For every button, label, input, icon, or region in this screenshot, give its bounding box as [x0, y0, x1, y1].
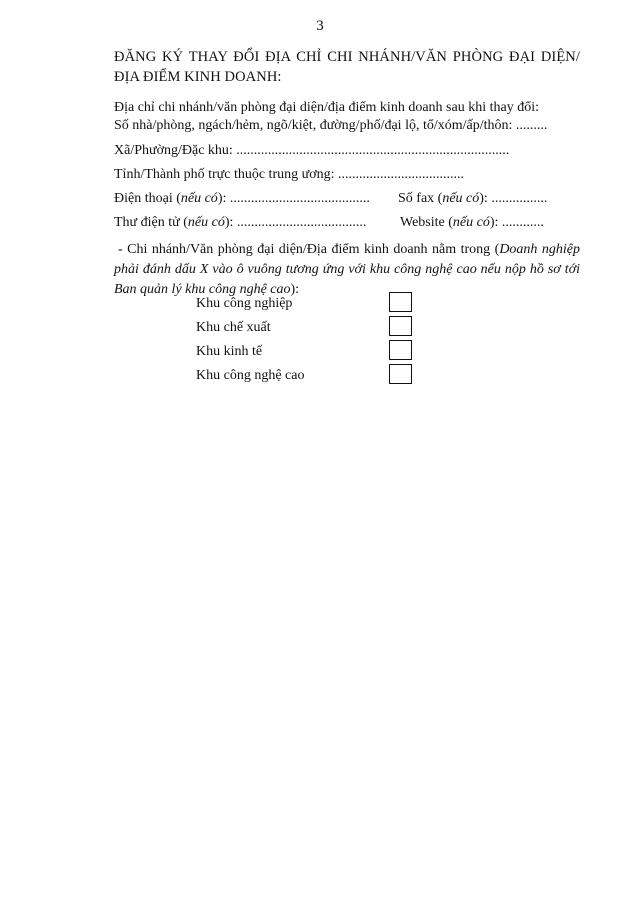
fax-label: Số fax ( — [398, 191, 443, 206]
zone-label: Khu công nghệ cao — [196, 368, 305, 383]
address-intro: Địa chỉ chi nhánh/văn phòng đại diện/địa điểm kinh doanh sau khi thay đổi: — [114, 100, 539, 115]
email-line — [114, 214, 366, 232]
ward-line: Xã/Phường/Đặc khu: .............................................................................. — [114, 143, 510, 158]
section-title: ĐĂNG KÝ THAY ĐỔI ĐỊA CHỈ CHI NHÁNH/VĂN PHÒNG ĐẠI DIỆN/ĐỊA ĐIỂM KINH DOANH: — [114, 49, 580, 85]
province-line: Tỉnh/Thành phố trực thuộc trung ương: .................................... — [114, 167, 464, 182]
zone-row-high-tech — [196, 364, 426, 388]
export-processing-zone-checkbox[interactable] — [389, 316, 412, 336]
phone-label: Điện thoại ( — [114, 191, 181, 206]
email-note: nếu có — [187, 215, 225, 230]
website-line — [400, 214, 544, 232]
zone-instruction — [114, 240, 580, 300]
zone-label: Khu chế xuất — [196, 320, 271, 335]
phone-line — [114, 190, 370, 208]
zone-instruction-text: - Chi nhánh/Văn phòng đại diện/Địa điểm kinh doanh nằm trong ( — [118, 242, 500, 257]
website-note: nếu có — [452, 215, 490, 230]
phone-dots: ): ........................................ — [217, 191, 370, 206]
phone-note: nếu có — [180, 191, 218, 206]
fax-line — [398, 190, 547, 208]
page-number: 3 — [316, 18, 324, 34]
industrial-zone-checkbox[interactable] — [389, 292, 412, 312]
fax-dots: ): ................ — [479, 191, 548, 206]
zone-row-economic — [196, 340, 426, 364]
zone-instruction-note: Doanh nghiệp phải đánh dấu X vào ô vuông tương ứng với khu công nghệ cao nếu nộp hồ sơ tới Ban quản lý khu công nghệ cao — [114, 242, 581, 297]
zone-label: Khu kinh tế — [196, 344, 263, 359]
website-label: Website ( — [400, 215, 453, 230]
email-label: Thư điện tử ( — [114, 215, 188, 230]
fax-note: nếu có — [442, 191, 480, 206]
website-dots: ): ............ — [489, 215, 544, 230]
high-tech-zone-checkbox[interactable] — [389, 364, 412, 384]
email-dots: ): ..................................... — [224, 215, 367, 230]
street-line: Số nhà/phòng, ngách/hẻm, ngõ/kiệt, đường/phố/đại lộ, tổ/xóm/ấp/thôn: ......... — [114, 118, 548, 133]
zone-instruction-end: ): — [290, 282, 300, 297]
zone-row-industrial — [196, 292, 426, 316]
zone-row-export-processing — [196, 316, 426, 340]
zone-label: Khu công nghiệp — [196, 296, 293, 311]
economic-zone-checkbox[interactable] — [389, 340, 412, 360]
